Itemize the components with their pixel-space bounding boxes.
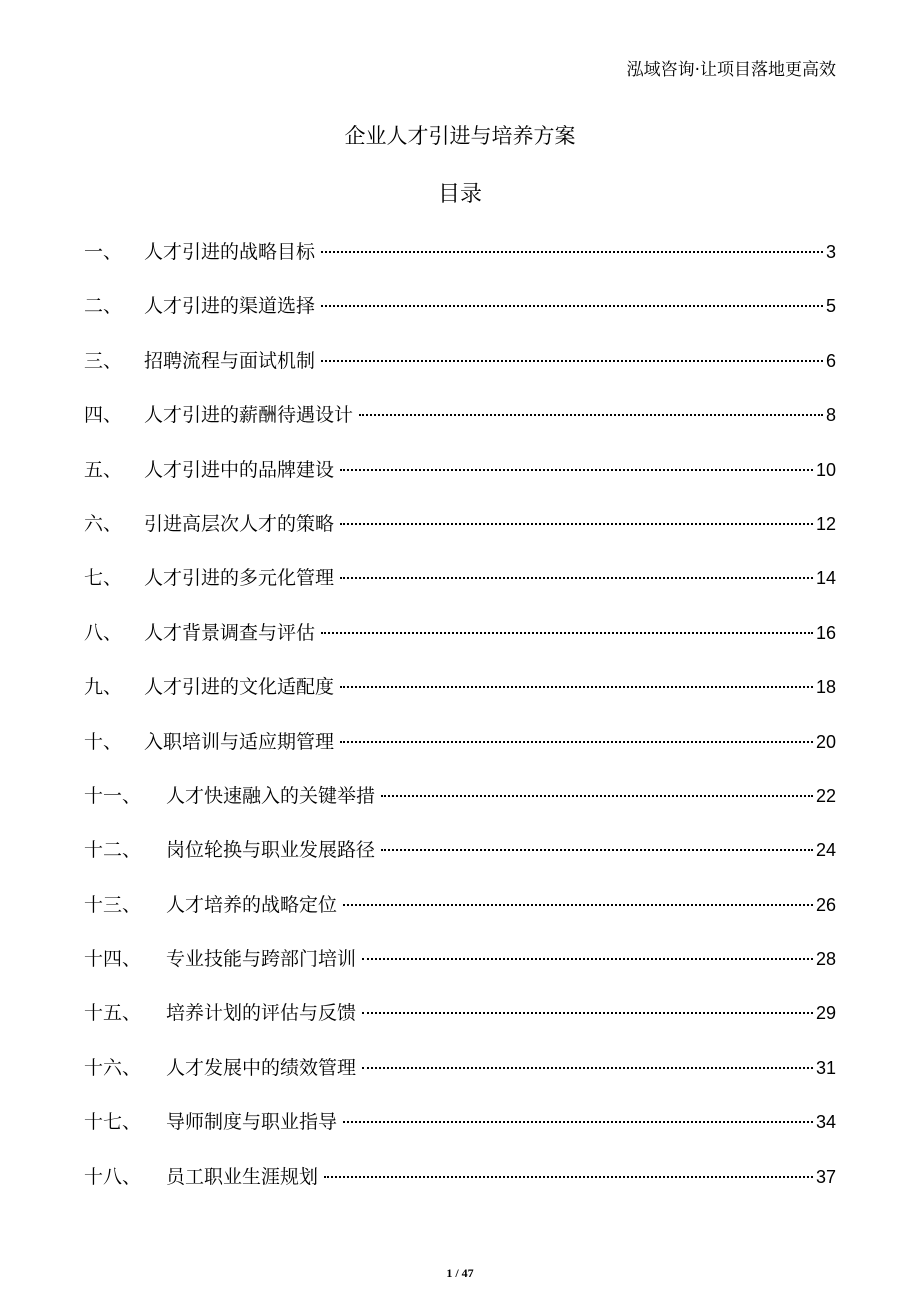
toc-entry-page: 24 [815,840,836,861]
toc-entry[interactable] [84,1046,836,1100]
toc-entry-number: 十二、 [84,839,142,862]
toc-entry-page: 31 [815,1057,836,1078]
toc-dot-leader [321,360,823,362]
toc-entry-page: 37 [815,1166,836,1187]
toc-dot-leader [340,577,813,579]
toc-dot-leader [340,523,813,525]
toc-entry-number: 十三、 [84,893,142,916]
toc-entry-page: 16 [815,622,836,643]
toc-dot-leader [343,1121,813,1123]
toc-entry-number: 十、 [84,730,123,753]
toc-entry-number: 二、 [84,295,123,318]
toc-dot-leader [381,795,813,797]
toc-dot-leader [340,686,813,688]
toc-entry-label: 人才引进的渠道选择 [144,295,316,318]
toc-entry[interactable] [84,937,836,991]
toc-entry-label: 人才引进的文化适配度 [144,676,335,699]
toc-entry-number: 十七、 [84,1111,142,1134]
toc-entry-number: 五、 [84,458,123,481]
toc-entry-label: 招聘流程与面试机制 [144,349,316,372]
toc-entry-label: 引进高层次人才的策略 [144,512,335,535]
table-of-contents [84,230,836,1209]
toc-entry-page: 6 [825,350,836,371]
toc-dot-leader [362,958,813,960]
toc-entry-page: 20 [815,731,836,752]
toc-entry-number: 一、 [84,241,123,263]
toc-entry-number: 十六、 [84,1056,142,1079]
toc-entry-label: 人才发展中的绩效管理 [166,1056,357,1079]
toc-heading: 目录 [437,182,482,207]
toc-entry[interactable] [84,720,836,774]
toc-entry[interactable] [84,665,836,719]
toc-entry[interactable] [84,828,836,882]
toc-entry[interactable] [84,774,836,828]
toc-dot-leader [362,1067,813,1069]
toc-entry[interactable] [84,230,836,284]
toc-entry-page: 12 [815,513,836,534]
document-title: 企业人才引进与培养方案 [344,124,576,148]
toc-entry-number: 十一、 [84,784,142,807]
toc-entry-label: 岗位轮换与职业发展路径 [166,839,376,862]
toc-entry[interactable] [84,448,836,502]
toc-entry-page: 14 [815,568,836,589]
toc-entry-number: 四、 [84,404,123,427]
toc-entry-number: 三、 [84,349,123,372]
toc-entry-label: 培养计划的评估与反馈 [166,1002,357,1025]
toc-entry-number: 七、 [84,567,123,590]
toc-entry-page: 5 [825,296,836,317]
toc-entry-label: 人才引进中的品牌建设 [144,458,335,481]
toc-entry-label: 员工职业生涯规划 [166,1165,319,1188]
toc-entry-page: 8 [825,405,836,426]
toc-entry-page: 29 [815,1003,836,1024]
toc-dot-leader [340,741,813,743]
page-number: 1 / 47 [446,1266,474,1280]
toc-dot-leader [340,469,813,471]
toc-entry-page: 26 [815,894,836,915]
toc-entry-label: 人才快速融入的关键举措 [166,784,376,807]
toc-dot-leader [362,1012,813,1014]
toc-entry-label: 人才引进的多元化管理 [144,567,335,590]
toc-entry-label: 入职培训与适应期管理 [144,730,335,753]
toc-dot-leader [343,904,813,906]
toc-dot-leader [321,632,813,634]
toc-entry-number: 十八、 [84,1165,142,1188]
toc-dot-leader [321,251,823,253]
toc-entry-label: 人才培养的战略定位 [166,893,338,916]
toc-entry-label: 人才引进的薪酬待遇设计 [144,404,354,427]
toc-entry-number: 十四、 [84,948,142,971]
toc-entry[interactable] [84,556,836,610]
toc-entry-page: 18 [815,677,836,698]
page-header: 泓域咨询·让项目落地更高效 [626,60,836,80]
toc-entry[interactable] [84,284,836,338]
toc-entry-page: 3 [825,242,836,262]
toc-entry-page: 10 [815,459,836,480]
toc-entry[interactable] [84,1155,836,1209]
toc-entry-number: 六、 [84,512,123,535]
toc-dot-leader [321,305,823,307]
toc-entry-label: 导师制度与职业指导 [166,1111,338,1134]
toc-entry[interactable] [84,991,836,1045]
toc-entry[interactable] [84,611,836,665]
toc-entry[interactable] [84,339,836,393]
toc-entry-page: 28 [815,949,836,970]
toc-entry-label: 专业技能与跨部门培训 [166,948,357,971]
toc-entry[interactable] [84,393,836,447]
toc-entry-page: 22 [815,785,836,806]
toc-entry-label: 人才引进的战略目标 [144,241,316,263]
toc-entry-number: 八、 [84,621,123,644]
toc-dot-leader [359,414,823,416]
toc-dot-leader [381,849,813,851]
toc-entry[interactable] [84,502,836,556]
toc-entry-number: 十五、 [84,1002,142,1025]
toc-entry-number: 九、 [84,676,123,699]
toc-dot-leader [324,1176,813,1178]
toc-entry[interactable] [84,883,836,937]
toc-entry-label: 人才背景调查与评估 [144,621,316,644]
toc-entry[interactable] [84,1100,836,1154]
toc-entry-page: 34 [815,1112,836,1133]
